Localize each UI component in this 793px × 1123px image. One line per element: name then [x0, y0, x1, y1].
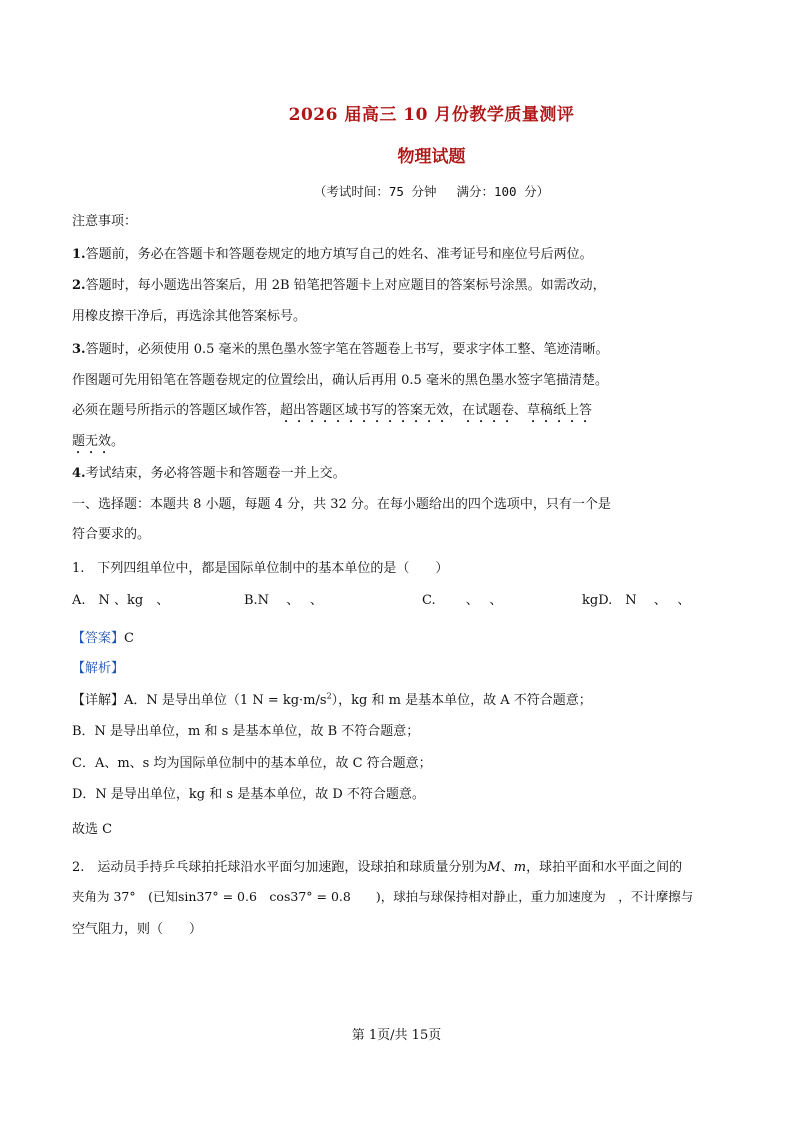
math-variable: M — [487, 860, 501, 875]
analysis-line — [72, 657, 124, 676]
exam-subject: 物理试题 — [397, 147, 466, 167]
answer-line — [72, 627, 134, 646]
question-2-line-1 — [72, 856, 682, 875]
question-1-stem: 1. 下列四组单位中，都是国际单位制中的基本单位的是（ ） — [72, 561, 449, 576]
question-2-line-3: 空气阻力，则（ ） — [72, 922, 203, 937]
detail-line-d: D．N 是导出单位，kg 和 s 是基本单位，故 D 不符合题意。 — [72, 787, 425, 802]
notes-heading: 注意事项： — [72, 214, 138, 229]
note-emphasis-text: 超出答题区域书写的答案无效，在试题卷、草稿纸上答 — [280, 403, 593, 418]
question-text: ，球拍平面和水平面之间的 — [526, 860, 683, 875]
question-1-option-b: B.N 、 、 — [244, 593, 323, 608]
exam-time-info: （考试时间：75 分钟 满分：100 分） — [313, 184, 550, 199]
note-number: 2. — [72, 278, 86, 293]
page-footer: 第 1页/共 15页 — [351, 1028, 442, 1043]
note-number: 3. — [72, 342, 86, 357]
note-text: 答题时，每小题选出答案后，用 2B 铅笔把答题卡上对应题目的答案标号涂黑。如需改动， — [85, 278, 606, 293]
detail-superscript: 2 — [326, 691, 332, 701]
note-number: 1. — [72, 247, 86, 262]
note-emphasis-text: 题无效。 — [72, 434, 125, 449]
section-heading-line-1: 一、选择题：本题共 8 小题，每题 4 分，共 32 分。在每小题给出的四个选项中，只有一个是 — [72, 497, 611, 512]
answer-tag: 【答案】 — [72, 631, 125, 646]
conclusion-line: 故选 C — [72, 822, 113, 837]
question-2-line-2: 夹角为 37° (已知sin37° = 0.6 cos37° = 0.8 )，球拍与球保持相对静止，重力加速度为 ，不计摩擦与 — [72, 889, 694, 904]
note-2-line-2: 用橡皮擦干净后，再选涂其他答案标号。 — [72, 309, 307, 324]
note-4 — [72, 462, 346, 481]
note-3-line-2: 作图题可先用铅笔在答题卷规定的位置绘出，确认后再用 0.5 毫米的黑色墨水签字笔描清楚。 — [72, 373, 608, 388]
note-text: 必须在题号所指示的答题区域作答， — [72, 403, 281, 418]
answer-value: C — [124, 631, 134, 646]
analysis-tag: 【解析】 — [72, 661, 125, 676]
separator: 、 — [500, 860, 514, 875]
note-number: 4. — [72, 466, 86, 481]
detail-line-c: C．A、m、s 均为国际单位制中的基本单位，故 C 符合题意； — [72, 756, 432, 771]
question-1-option-a: A. N 、kg 、 — [72, 593, 170, 608]
note-text: 答题前，务必在答题卡和答题卷规定的地方填写自己的姓名、准考证号和座位号后两位。 — [85, 247, 593, 262]
note-2-line-1 — [72, 274, 606, 293]
question-text: 2. 运动员手持乒乓球拍托球沿水平面匀加速跑，设球拍和球质量分别为 — [72, 860, 488, 875]
note-text: 考试结束，务必将答题卡和答题卷一并上交。 — [85, 466, 346, 481]
detail-line-b: B．N 是导出单位，m 和 s 是基本单位，故 B 不符合题意； — [72, 724, 420, 739]
detail-text: A．N 是导出单位（1 N = kg·m/s — [124, 693, 327, 708]
note-3-line-3 — [72, 399, 592, 426]
detail-line-a — [72, 689, 592, 708]
detail-tag: 【详解】 — [72, 693, 125, 708]
exam-title: 2026 届高三 10 月份教学质量测评 — [288, 105, 575, 125]
note-text: 答题时，必须使用 0.5 毫米的黑色墨水签字笔在答题卷上书写，要求字体工整、笔迹清晰。 — [85, 342, 609, 357]
note-3-line-1 — [72, 338, 609, 357]
section-heading-line-2: 符合要求的。 — [72, 527, 151, 542]
question-1-option-c: C. 、 、 — [422, 593, 503, 608]
note-3-line-4 — [72, 430, 124, 457]
note-1 — [72, 243, 593, 262]
question-1-option-d: kgD. N 、 、 — [582, 593, 691, 608]
math-variable: m — [513, 860, 527, 875]
detail-text: ），kg 和 m 是基本单位，故 A 不符合题意； — [331, 693, 592, 708]
